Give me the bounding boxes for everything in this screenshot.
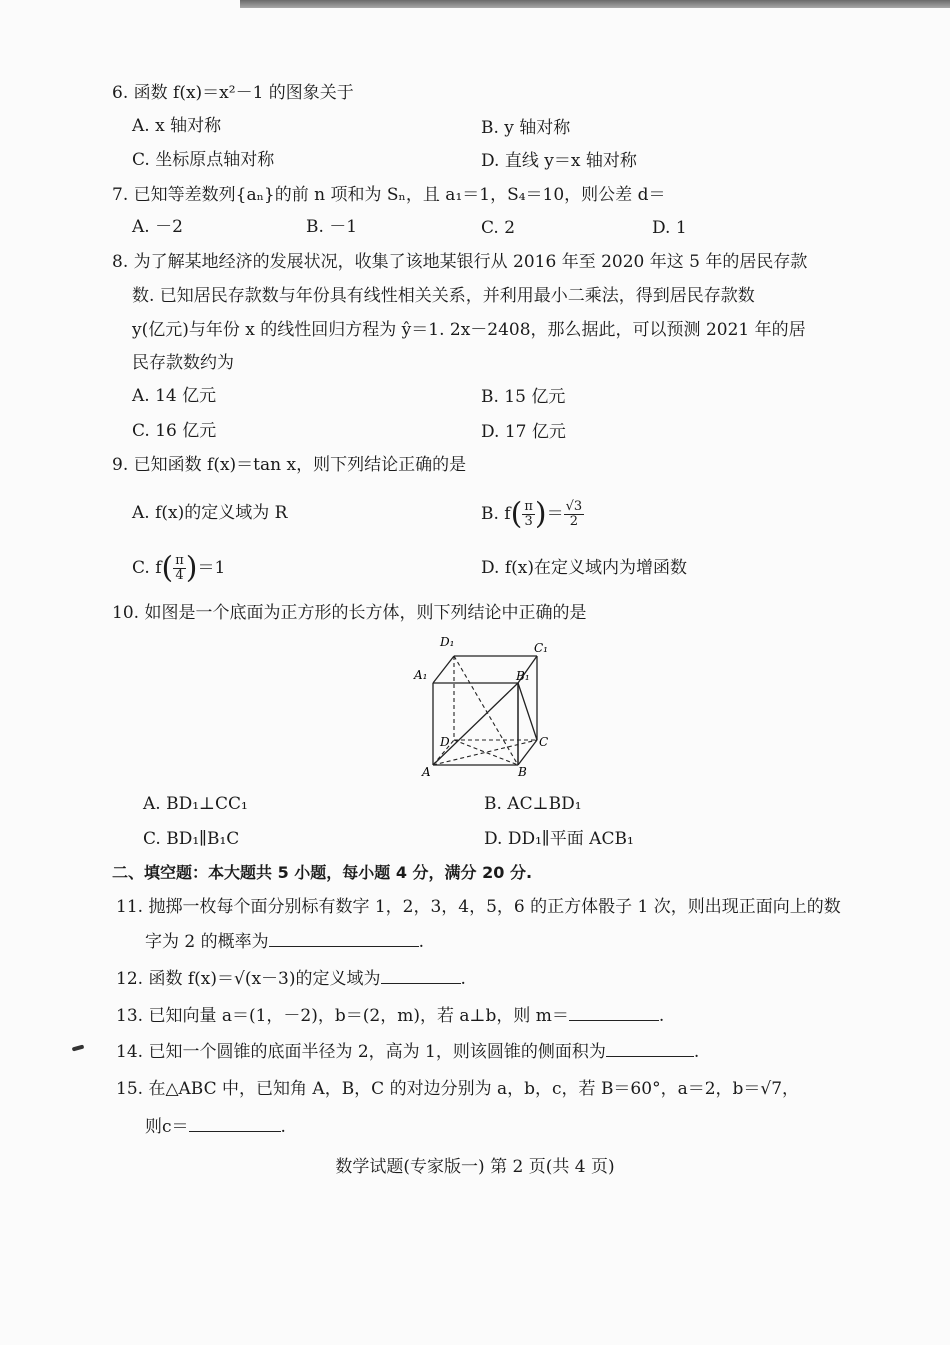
- q7-stem: 7. 已知等差数列{aₙ}的前 n 项和为 Sₙ，且 a₁＝1，S₄＝10，则公差 d＝: [112, 185, 666, 205]
- q11-line2: 字为 2 的概率为 .: [145, 932, 425, 952]
- q13-answer-blank[interactable]: [569, 1004, 659, 1021]
- q11-answer-blank[interactable]: [269, 930, 419, 947]
- q9-stem: 9. 已知函数 f(x)＝tan x，则下列结论正确的是: [112, 455, 467, 475]
- q9-b-rhs-fraction: $\frac{√3}{2}$: [565, 499, 583, 529]
- q8-option-c: C. 16 亿元: [132, 421, 217, 441]
- cuboid-figure: [410, 630, 560, 780]
- q11-line1: 11. 抛掷一枚每个面分别标有数字 1，2，3，4，5，6 的正方体骰子 1 次，则出现正面向上的数: [116, 897, 841, 917]
- label-b: B: [518, 765, 527, 779]
- q9-c-prefix: C. f: [132, 558, 162, 578]
- q15-answer-blank[interactable]: [189, 1115, 281, 1132]
- label-a: A: [422, 765, 431, 779]
- q9-option-d: D. f(x)在定义域内为增函数: [481, 558, 687, 578]
- q8-option-a: A. 14 亿元: [132, 386, 217, 406]
- q10-stem: 10. 如图是一个底面为正方形的长方体，则下列结论中正确的是: [112, 603, 587, 623]
- q10-option-b: B. AC⊥BD₁: [484, 794, 582, 814]
- q10-option-c: C. BD₁∥B₁C: [143, 829, 240, 849]
- q9-option-a: A. f(x)的定义域为 R: [132, 503, 288, 523]
- q14-answer-blank[interactable]: [606, 1040, 694, 1057]
- label-c: C: [539, 735, 549, 749]
- q15-line1: 15. 在△ABC 中，已知角 A，B，C 的对边分别为 a，b，c，若 B＝60°，a＝2，b＝√7，: [116, 1079, 800, 1099]
- q7-option-b: B. －1: [306, 217, 358, 237]
- q10-option-d: D. DD₁∥平面 ACB₁: [484, 829, 634, 849]
- q6-option-a: A. x 轴对称: [132, 116, 222, 136]
- q8-option-d: D. 17 亿元: [481, 422, 566, 442]
- q8-line4: 民存款数约为: [132, 353, 234, 373]
- q7-option-a: A. －2: [132, 217, 183, 237]
- label-b1: B₁: [516, 669, 530, 683]
- q9-option-b: B. f( $\frac{\pi}{3}$ )＝ $\frac{√3}{2}$: [481, 496, 583, 532]
- q8-line3: y(亿元)与年份 x 的线性回归方程为 ŷ＝1. 2x－2408，那么据此，可以预测 2021 年的居: [132, 320, 806, 340]
- q14-stem: 14. 已知一个圆锥的底面半径为 2，高为 1，则该圆锥的侧面积为 .: [116, 1042, 700, 1062]
- q6-option-c: C. 坐标原点轴对称: [132, 150, 275, 170]
- q6-stem: 6. 函数 f(x)＝x²－1 的图象关于: [112, 83, 354, 103]
- label-d: D: [440, 735, 450, 749]
- q6-option-d: D. 直线 y＝x 轴对称: [481, 151, 637, 171]
- q8-line2: 数. 已知居民存款数与年份具有线性相关关系，并利用最小二乘法，得到居民存款数: [132, 286, 755, 306]
- q12-answer-blank[interactable]: [381, 967, 461, 984]
- q7-option-d: D. 1: [652, 218, 687, 238]
- q12-stem: 12. 函数 f(x)＝√(x－3)的定义域为 .: [116, 969, 466, 989]
- q9-b-arg-fraction: $\frac{\pi}{3}$: [524, 499, 533, 529]
- q9-c-arg-fraction: $\frac{\pi}{4}$: [175, 553, 184, 583]
- section-2-heading: 二、填空题：本大题共 5 小题，每小题 4 分，满分 20 分.: [112, 863, 533, 882]
- scan-pen-mark: [72, 1045, 85, 1052]
- q8-line1: 8. 为了解某地经济的发展状况，收集了该地某银行从 2016 年至 2020 年这 5 年的居民存款: [112, 252, 808, 272]
- q8-option-b: B. 15 亿元: [481, 387, 566, 407]
- q9-b-prefix: B. f: [481, 504, 511, 524]
- q10-option-a: A. BD₁⊥CC₁: [143, 794, 248, 814]
- scan-edge-shadow: [240, 0, 950, 8]
- q7-option-c: C. 2: [481, 218, 516, 238]
- label-c1: C₁: [534, 641, 548, 655]
- page-footer: 数学试题(专家版一) 第 2 页(共 4 页): [335, 1157, 615, 1177]
- q6-option-b: B. y 轴对称: [481, 118, 571, 138]
- label-d1: D₁: [440, 635, 455, 649]
- q9-option-c: C. f( $\frac{\pi}{4}$ )＝1: [132, 550, 226, 586]
- q15-line2: 则c＝ .: [145, 1117, 286, 1137]
- q13-stem: 13. 已知向量 a＝(1，－2)，b＝(2，m)，若 a⊥b，则 m＝ .: [116, 1006, 665, 1026]
- label-a1: A₁: [414, 668, 428, 682]
